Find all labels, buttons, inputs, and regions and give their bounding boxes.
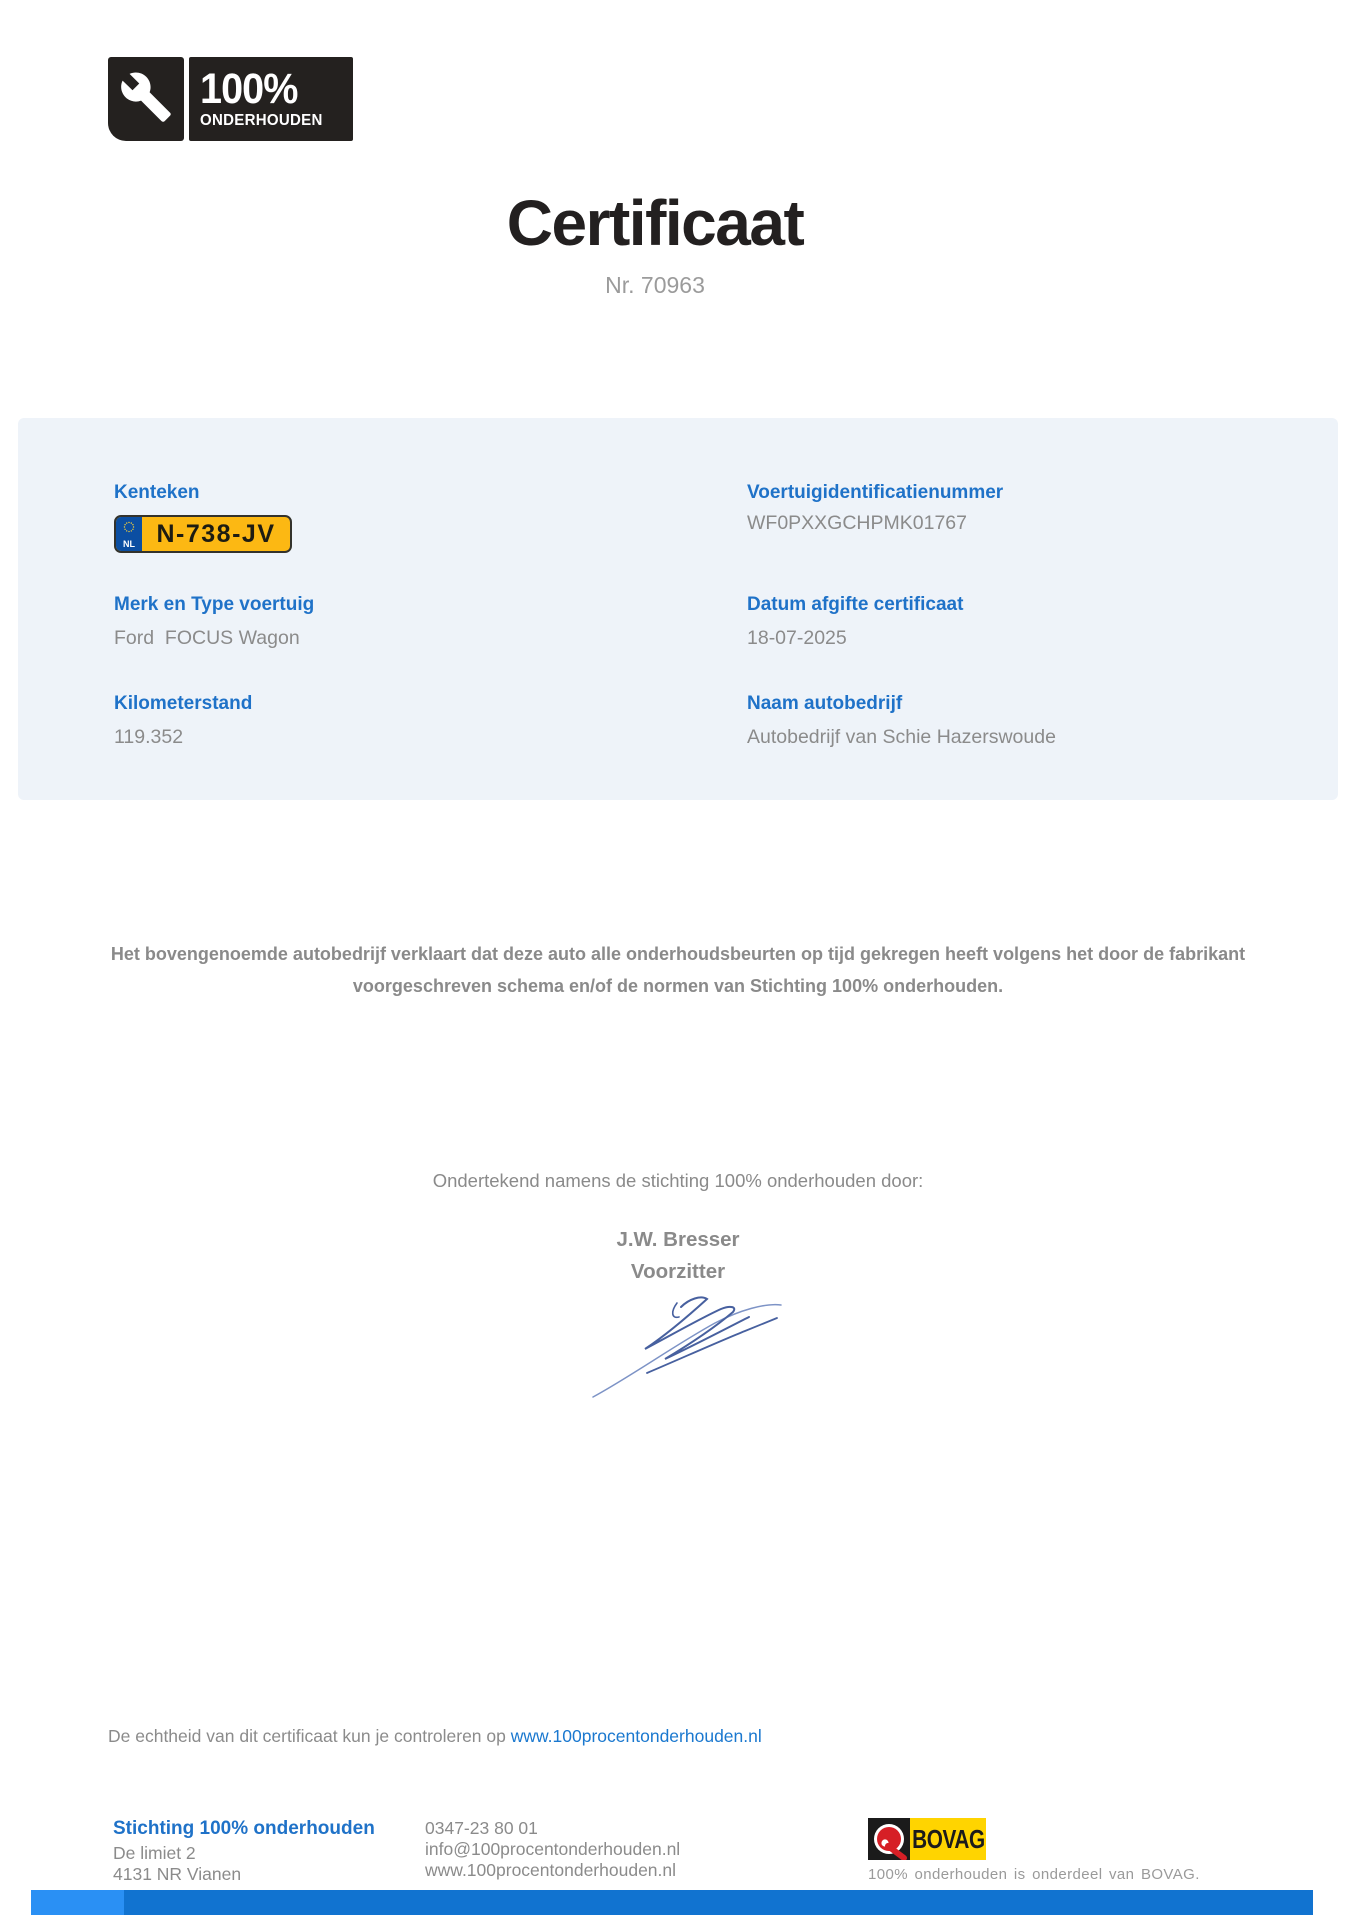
plate-number: N-738-JV [156,519,276,548]
verify-text: De echtheid van dit certificaat kun je controleren op [108,1726,511,1746]
brand-logo-percent: 100% [200,64,298,113]
page-title: Certificaat [506,187,804,259]
bovag-wheel-icon [868,1818,910,1860]
vin-label: Voertuigidentificatienummer [747,482,1004,503]
autobedrijf-label: Naam autobedrijf [747,693,903,714]
plate-country-code: NL [123,539,135,549]
datum-value: 18-07-2025 [747,627,847,649]
autobedrijf-value: Autobedrijf van Schie Hazerswoude [747,726,1056,748]
bovag-logo [868,1818,986,1860]
signature-scribble [585,1285,805,1405]
bottom-bar-light-segment [31,1890,124,1915]
kilometerstand-value: 119.352 [114,726,184,748]
footer-website: www.100procentonderhouden.nl [425,1860,677,1880]
bovag-wordmark: BOVAG [910,1818,986,1860]
merk-value: Ford FOCUS Wagon [114,627,300,649]
verify-link[interactable]: www.100procentonderhouden.nl [510,1726,762,1746]
signer-role: Voorzitter [630,1260,726,1283]
bottom-bar-dark-segment [124,1890,1313,1915]
merk-label: Merk en Type voertuig [114,594,315,615]
footer-email: info@100procentonderhouden.nl [425,1839,681,1859]
brand-logo-name: ONDERHOUDEN [200,111,323,129]
wrench-icon [119,70,173,129]
signer-name: J.W. Bresser [616,1228,740,1251]
verify-line [108,1726,762,1747]
signing-intro: Ondertekend namens de stichting 100% onderhouden door: [432,1170,924,1191]
declaration-statement: Het bovengenoemde autobedrijf verklaart dat deze auto alle onderhoudsbeurten op tijd gekregen heeft volgens het door de fabrikant voorgeschreven schema en/of de normen van Stichting 100% onderhouden. [110,944,1246,996]
footer-address-line1: De limiet 2 [113,1843,196,1863]
footer-org-name: Stichting 100% onderhouden [113,1818,375,1839]
license-plate [114,515,292,553]
footer-phone: 0347-23 80 01 [425,1818,538,1838]
license-plate-eu-band [116,517,142,551]
footer-address-line2: 4131 NR Vianen [113,1864,242,1884]
eu-stars-icon [122,520,136,539]
bovag-note: 100% onderhouden is onderdeel van BOVAG. [868,1866,1200,1883]
certificate-number: Nr. 70963 [605,272,705,298]
kenteken-label: Kenteken [114,482,200,503]
brand-logo-text-tile [189,57,353,141]
datum-label: Datum afgifte certificaat [747,594,964,615]
kilometerstand-label: Kilometerstand [114,693,253,714]
brand-logo-wrench-tile [108,57,184,141]
vin-value: WF0PXXGCHPMK01767 [747,512,967,534]
